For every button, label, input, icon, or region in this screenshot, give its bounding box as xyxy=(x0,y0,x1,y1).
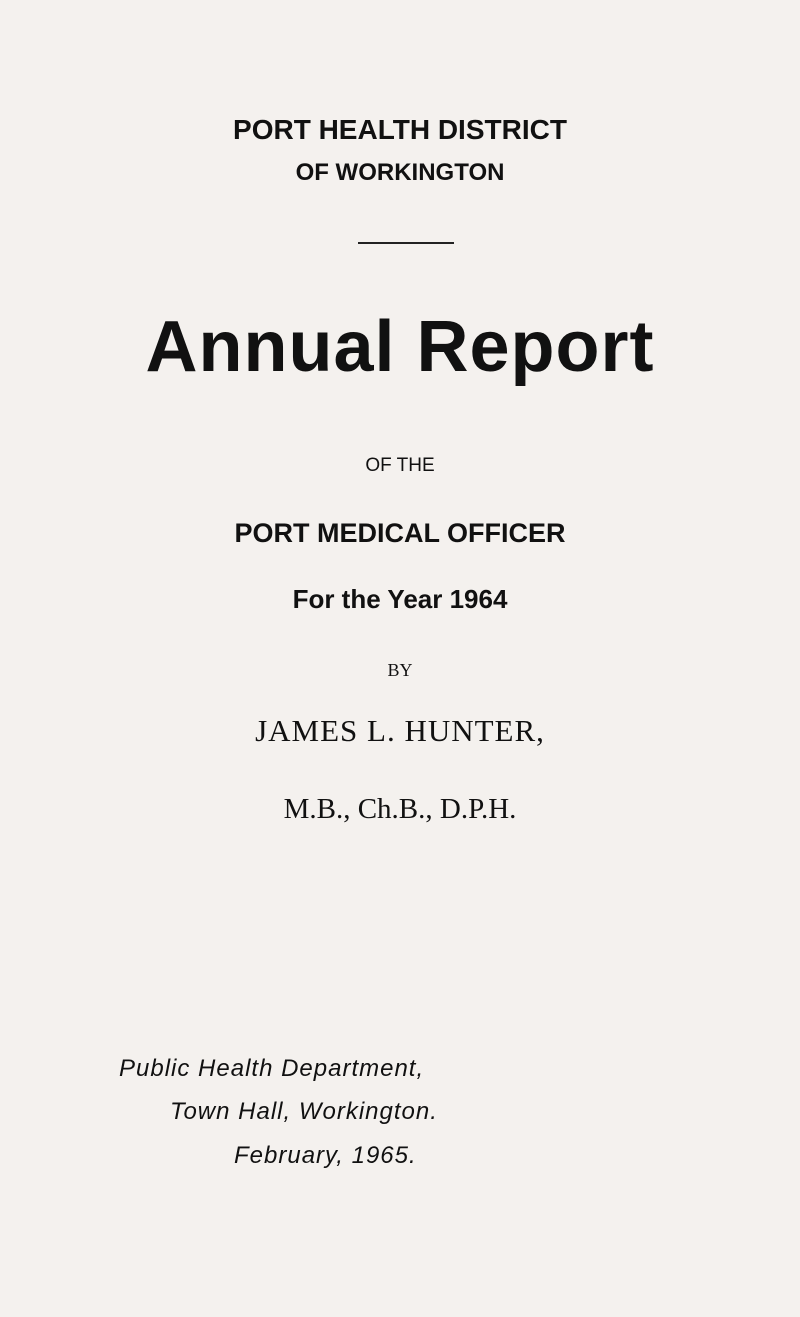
date-line: February, 1965. xyxy=(234,1142,417,1169)
title-divider xyxy=(358,242,454,244)
department-line: Public Health Department, xyxy=(119,1055,425,1082)
author-by-label: BY xyxy=(387,660,413,680)
report-title: Annual Report xyxy=(145,307,655,387)
report-subject: PORT MEDICAL OFFICER xyxy=(234,518,566,548)
address-line: Town Hall, Workington. xyxy=(170,1098,438,1125)
district-title-line-1: PORT HEALTH DISTRICT xyxy=(233,114,567,145)
title-connector: OF THE xyxy=(365,455,435,476)
author-name: JAMES L. HUNTER, xyxy=(255,713,545,748)
report-year: For the Year 1964 xyxy=(292,584,508,614)
author-qualifications: M.B., Ch.B., D.P.H. xyxy=(283,793,517,825)
district-title-line-2: OF WORKINGTON xyxy=(295,159,505,186)
